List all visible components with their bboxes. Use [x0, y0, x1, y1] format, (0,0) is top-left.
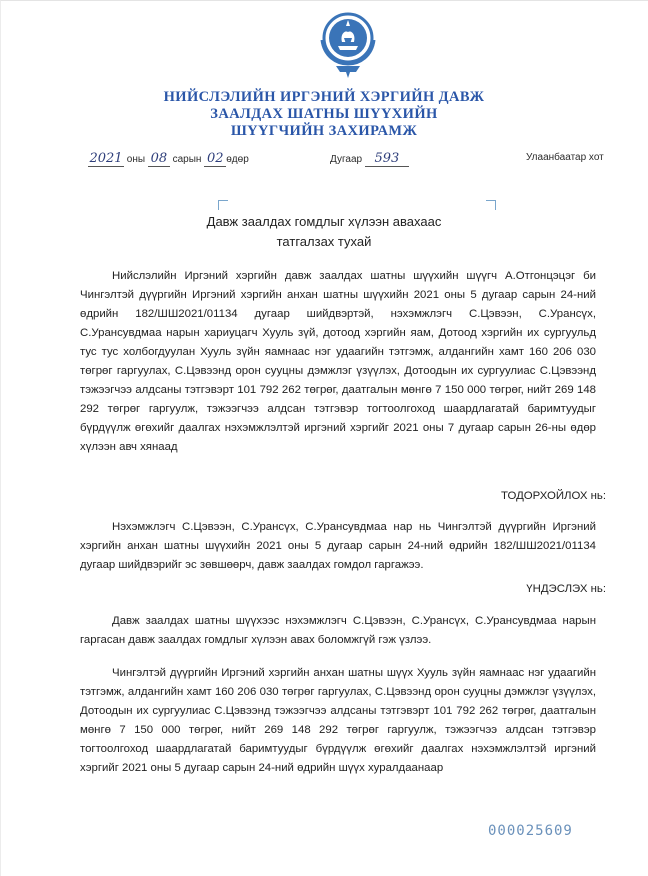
subject-bracket-right: [486, 200, 496, 210]
paragraph-appeal: Нэхэмжлэгч С.Цэвээн, С.Урансүх, С.Урансувдмаа нар нь Чингэлтэй дүүргийн Иргэний хэргийн анхан шатны шүүхийн 2021 оны 5 дугаар сарын 24-ний өдрийн 182/ШШ2021/01134 дугаар шийдвэрийг эс зөвшөөрч, давж заалдах гомдол гаргажээ.: [80, 521, 596, 571]
date-day: 02: [204, 152, 226, 167]
number-value: 593: [365, 152, 409, 167]
paragraph-details: Чингэлтэй дүүргийн Иргэний хэргийн анхан шатны шүүх Хууль зүйн яамнаас нэг удаагийн тэтгэмж, алдангийн хамт 160 206 030 төгрөг гаргуулах, С.Цэвээнд орон сууцны дэмжлэг үзүүлэх, Дотоодын их сургуулиас С.Цэвээнд тэжээгчээ алдсаны тэтгэвэрт 101 792 262 төгрөг, даатгалын мөнгө 7 150 000 төгрөг, нийт 269 148 292 төгрөг гаргуулж, тэжээгчээ алдсан тэтгэвэр тогтоолгоход шаардлагатай баримтуудыг бүрдүүлж өгөхийг даалгах нэхэмжлэлтэй иргэний хэргийг 2021 оны 5 дугаар сарын 24-ний өдрийн шүүх хуралдаанаар: [80, 667, 596, 774]
date-year: 2021: [89, 151, 123, 166]
document-subject: [0, 212, 648, 252]
section-heading-grounds: ҮНДЭСЛЭХ нь:: [526, 583, 606, 595]
section-heading-finding: ТОДОРХОЙЛОХ нь:: [501, 490, 606, 502]
document-number: [330, 152, 409, 167]
number-label: Дугаар: [330, 154, 363, 165]
intro-paragraph: Нийслэлийн Иргэний хэргийн давж заалдах шатны шүүхийн шүүгч А.Отгонцэцэг би Чингэлтэй дүүргийн Иргэний хэргийн анхан шатны шүүхийн 2021 оны 5 дугаар сарын 24-ний өдрийн 182/ШШ2021/01134 дугаар шийдвэртэй, нэхэмжлэгч С.Цэвээн, С.Урансүх, С.Урансувдмаа нарын хариуцагч Хууль зүй, дотоод хэргийн яам, Дотоод хэргийн их сургуульд тус тус холбогдуулан Хууль зүйн яамнаас нэг удаагийн тэтгэмж, алдангийн хамт 160 206 030 төгрөг гаргуулах, С.Цэвээнд орон сууцны дэмжлэг үзүүлэх, Дотоодын их сургуулиас С.Цэвээнд тэжээгчээ алдсаны тэтгэвэрт 101 792 262 төгрөг, даатгалын мөнгө 7 150 000 төгрөг, нийт 269 148 292 төгрөг гаргуулж, тэжээгчээ алдсан тэтгэвэр тогтоолгоход шаардлагатай баримтуудыг бүрдүүлж өгөхийг даалгах нэхэмжлэлтэй иргэний хэргийг 2021 оны 7 дугаар сарын 26-ны өдөр хүлээн авч хянаад: [80, 270, 596, 453]
date-year-label: оны: [126, 154, 146, 165]
subject-line-2: татгалзах тухай: [276, 234, 372, 249]
state-emblem-icon: [316, 8, 380, 80]
paragraph-ruling: Давж заалдах шатны шүүхээс нэхэмжлэгч С.Цэвээн, С.Урансүх, С.Урансувдмаа нарын гаргасан давж заалдах гомдлыг хүлээн авах боломжгүй гэж үзлээ.: [80, 615, 596, 646]
serial-number-stamp: 000025609: [488, 823, 573, 839]
date-day-label: өдөр: [226, 154, 249, 165]
document-date: [88, 152, 249, 167]
date-month: 08: [148, 152, 170, 167]
subject-line-1: Давж заалдах гомдлыг хүлээн авахаас: [206, 214, 442, 229]
date-month-label: сарын: [172, 154, 202, 165]
document-place: Улаанбаатар хот: [526, 152, 604, 163]
subject-bracket-left: [218, 200, 228, 210]
document-title-line-3: ШҮҮГЧИЙН ЗАХИРАМЖ: [230, 123, 418, 139]
document-title-line-2: ЗААЛДАХ ШАТНЫ ШҮҮХИЙН: [210, 106, 438, 122]
document-title-line-1: НИЙСЛЭЛИЙН ИРГЭНИЙ ХЭРГИЙН ДАВЖ: [163, 89, 485, 105]
